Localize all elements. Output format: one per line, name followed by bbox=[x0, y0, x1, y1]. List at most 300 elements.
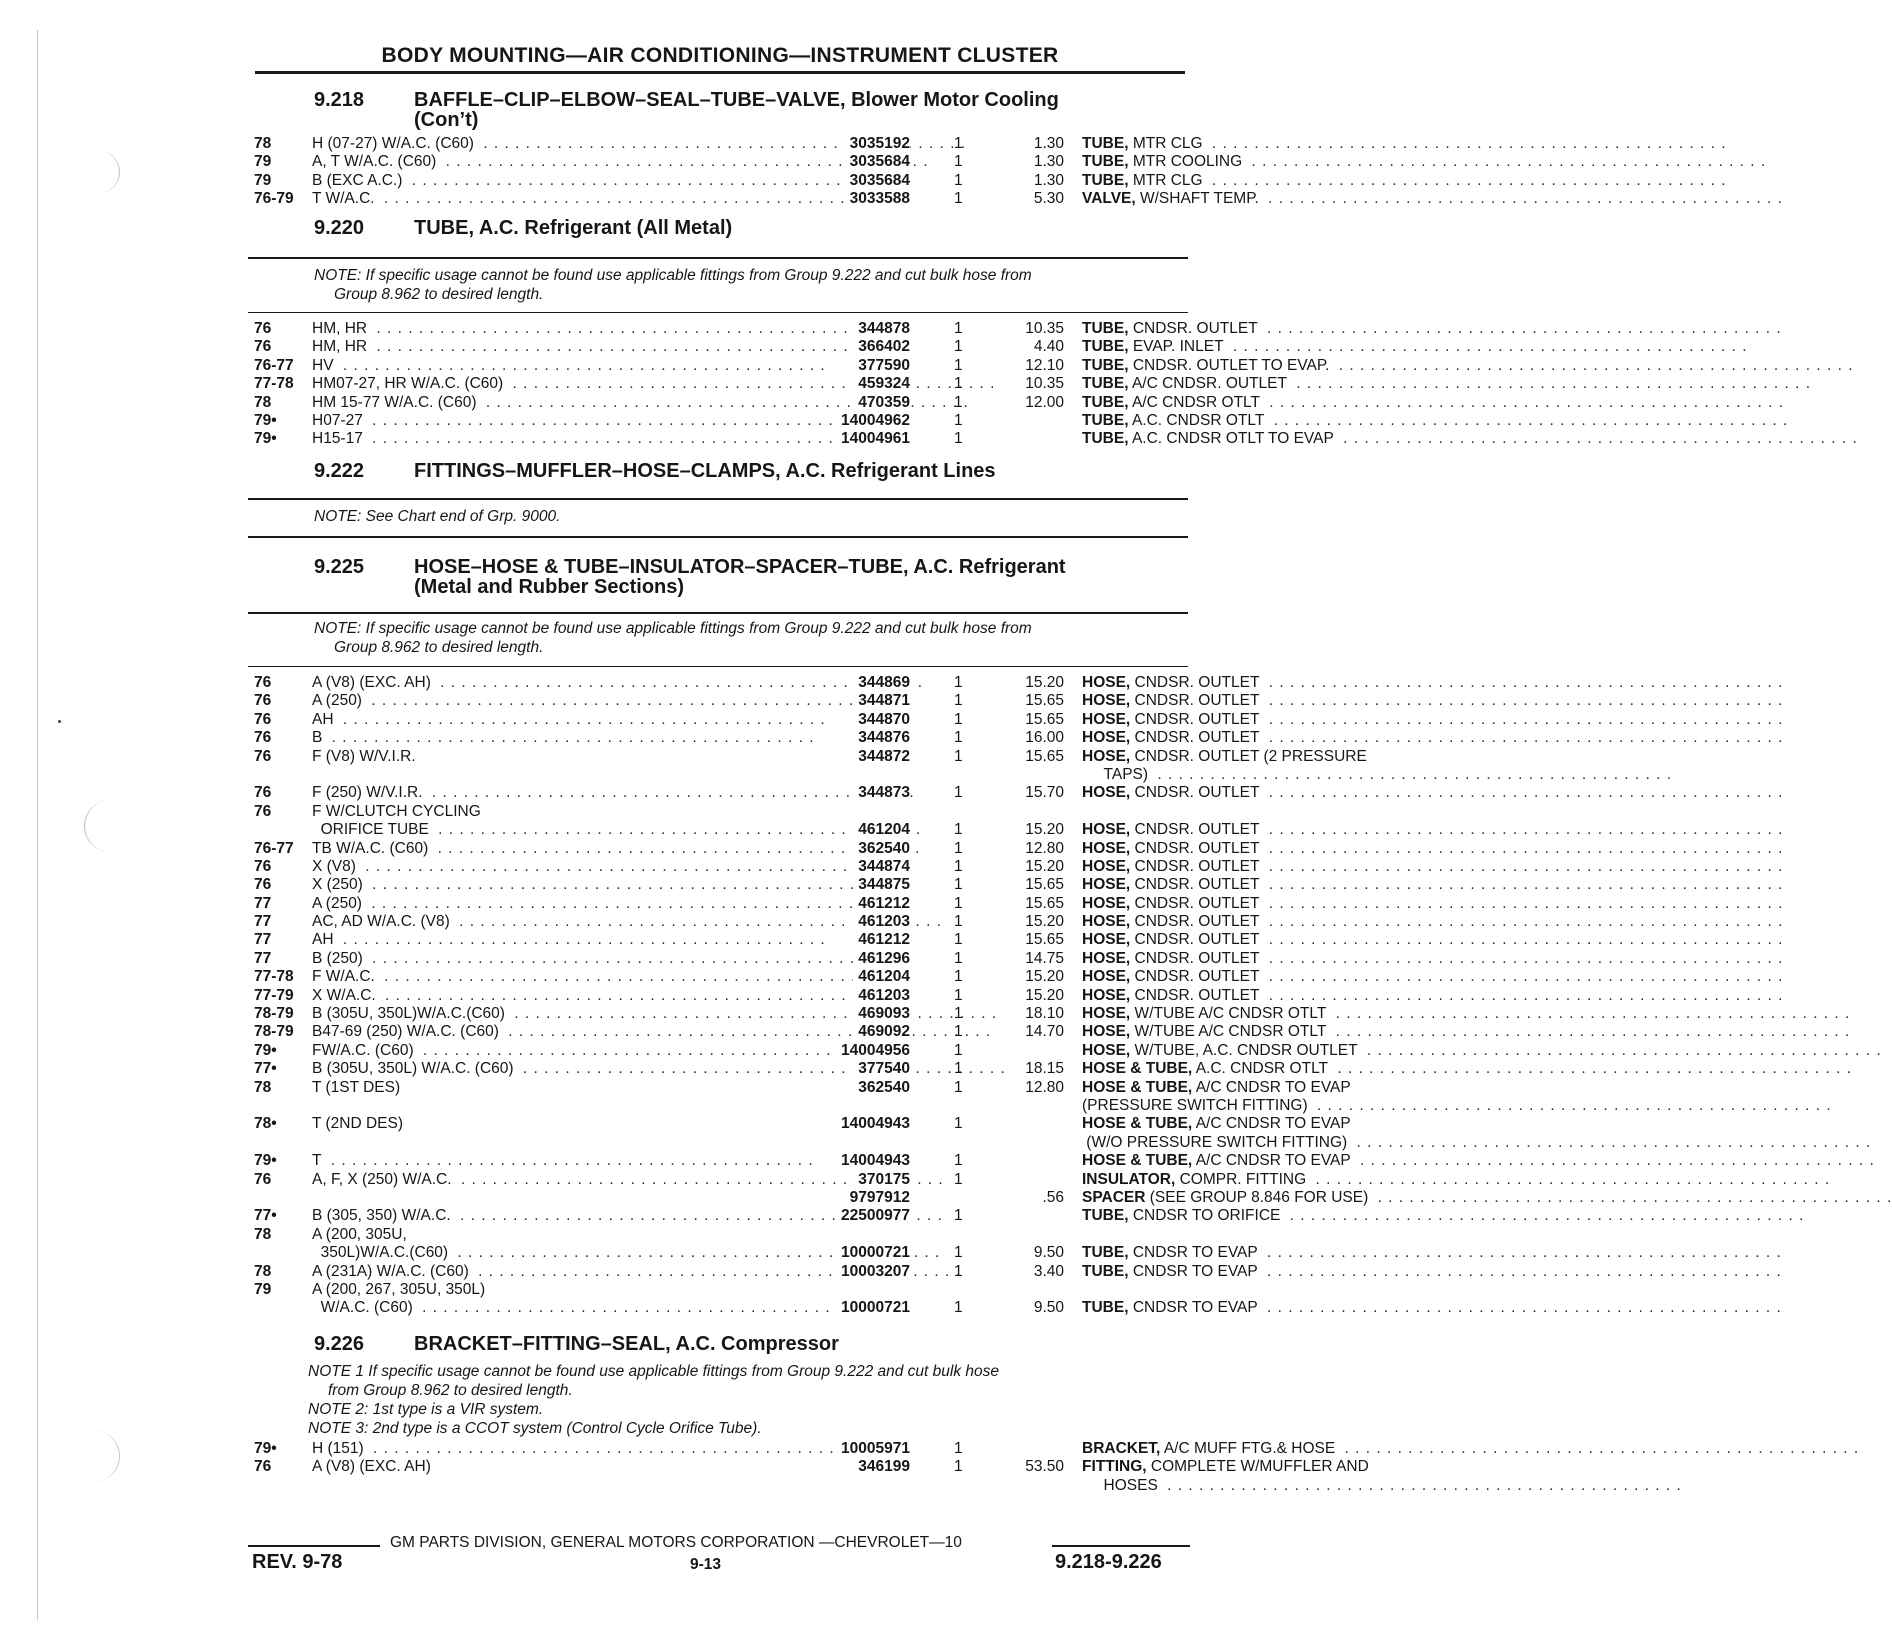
part-name-text: W/TUBE A/C CNDSR OTLT bbox=[1135, 1023, 1331, 1040]
quantity: 1 bbox=[954, 1207, 963, 1225]
table-row bbox=[254, 803, 1194, 821]
note-line: NOTE 1 If specific usage cannot be found use applicable fittings from Group 9.222 and cut bulk hose bbox=[308, 1363, 1000, 1380]
note-9-226 bbox=[308, 1362, 999, 1438]
part-number bbox=[680, 338, 910, 356]
model-year: 76 bbox=[254, 710, 272, 728]
part-number bbox=[680, 1244, 910, 1262]
usage-text: B (305U, 350L)W/A.C.(C60) bbox=[312, 1005, 509, 1022]
part-name-keyword: HOSE & TUBE, bbox=[1082, 1152, 1193, 1170]
group-range: 9.218-9.226 bbox=[1055, 1551, 1162, 1573]
model-year: 77• bbox=[254, 1207, 277, 1225]
quantity: 1 bbox=[954, 190, 963, 208]
part-name-keyword: HOSE, bbox=[1082, 876, 1131, 894]
part-number bbox=[680, 711, 910, 729]
part-number bbox=[680, 674, 910, 692]
usage-description bbox=[312, 1477, 832, 1495]
model-year: 79• bbox=[254, 1152, 277, 1170]
part-name bbox=[1082, 913, 1450, 931]
part-number bbox=[680, 1299, 910, 1317]
quantity: 1 bbox=[954, 747, 963, 765]
note-line: NOTE: If specific usage cannot be found use applicable fittings from Group 9.222 and cut bulk hose from bbox=[314, 620, 1032, 637]
note-line: NOTE 3: 2nd type is a CCOT system (Control Cycle Orifice Tube). bbox=[308, 1420, 762, 1437]
part-name-keyword: HOSE, bbox=[1082, 784, 1131, 802]
part-number bbox=[680, 357, 910, 375]
binding-edge bbox=[37, 30, 38, 1620]
part-name-text: CNDSR TO EVAP bbox=[1133, 1244, 1262, 1261]
part-number bbox=[680, 784, 910, 802]
usage-text: HM 15-77 W/A.C. (C60) bbox=[312, 394, 481, 411]
part-name-keyword: HOSE, bbox=[1082, 839, 1131, 857]
part-name-text: W/TUBE, A.C. CNDSR OUTLET bbox=[1135, 1042, 1362, 1059]
usage-text: ORIFICE TUBE bbox=[312, 821, 433, 838]
part-name bbox=[1082, 931, 1450, 949]
part-name-keyword: TUBE, bbox=[1082, 320, 1129, 337]
usage-text: B (EXC A.C.) bbox=[312, 172, 406, 189]
usage-text bbox=[312, 1097, 316, 1114]
part-name bbox=[1082, 803, 1450, 821]
part-number bbox=[680, 1005, 910, 1023]
part-name-text bbox=[1082, 803, 1086, 820]
part-name-keyword: HOSE, bbox=[1082, 1023, 1131, 1041]
model-year: 78 bbox=[254, 1225, 272, 1243]
usage-description bbox=[312, 803, 832, 821]
part-name-keyword: TUBE, bbox=[1082, 135, 1129, 152]
part-name-keyword: VALVE, bbox=[1082, 190, 1136, 208]
section-rule bbox=[248, 257, 1188, 259]
table-row bbox=[254, 729, 1260, 747]
quantity: 1 bbox=[954, 1060, 963, 1078]
part-name bbox=[1082, 1281, 1450, 1299]
model-year: 76 bbox=[254, 784, 272, 802]
part-name-text: CNDSR. OUTLET bbox=[1135, 950, 1264, 967]
part-name bbox=[1082, 1060, 1450, 1078]
table-row bbox=[254, 1477, 1194, 1495]
part-number-text: 461204 bbox=[853, 968, 910, 985]
price: 10.35 bbox=[1025, 320, 1064, 337]
part-number-text: 10003207 bbox=[836, 1263, 910, 1280]
part-name-text bbox=[1082, 1281, 1086, 1298]
part-name-text: A/C CNDSR TO EVAP bbox=[1196, 1152, 1355, 1169]
quantity: 1 bbox=[954, 375, 963, 393]
table-row bbox=[254, 1299, 1258, 1317]
model-year: 77 bbox=[254, 894, 272, 912]
model-year: 79 bbox=[254, 171, 272, 189]
quantity: 1 bbox=[954, 1115, 963, 1133]
part-name-text: (SEE GROUP 8.846 FOR USE) bbox=[1150, 1189, 1373, 1206]
part-name-keyword: INSULATOR, bbox=[1082, 1170, 1176, 1188]
table-row bbox=[254, 1115, 1351, 1133]
model-year: 79 bbox=[254, 153, 272, 171]
part-number-text: 344872 bbox=[853, 748, 910, 765]
part-name-keyword: TUBE, bbox=[1082, 1299, 1129, 1317]
part-name bbox=[1082, 784, 1450, 802]
part-number-text: 3035684 bbox=[845, 153, 910, 170]
part-name bbox=[1082, 968, 1450, 986]
parts-table-9-225 bbox=[254, 674, 1369, 1318]
price: 12.10 bbox=[1025, 356, 1064, 374]
model-year: 77• bbox=[254, 1060, 277, 1078]
price: 18.15 bbox=[1025, 1060, 1064, 1078]
price: 15.65 bbox=[1025, 692, 1064, 710]
model-year: 77-78 bbox=[254, 968, 294, 986]
table-row bbox=[254, 1060, 1329, 1078]
part-name-keyword: HOSE & TUBE, bbox=[1082, 1060, 1193, 1078]
usage-text: X (V8) bbox=[312, 858, 360, 875]
quantity: 1 bbox=[954, 931, 963, 949]
parts-table-9-226 bbox=[254, 1440, 1369, 1495]
table-row bbox=[254, 674, 1260, 692]
usage-description bbox=[312, 1281, 832, 1299]
price: 15.65 bbox=[1025, 894, 1064, 912]
model-year: 76 bbox=[254, 320, 272, 337]
parts-table-9-218 bbox=[254, 135, 1259, 209]
part-name bbox=[1082, 153, 1450, 171]
table-row bbox=[254, 1170, 1307, 1189]
part-number bbox=[680, 968, 910, 986]
table-row bbox=[254, 692, 1260, 710]
part-name-keyword: HOSE, bbox=[1082, 857, 1131, 875]
part-name bbox=[1082, 1042, 1450, 1060]
quantity: 1 bbox=[954, 674, 963, 691]
part-number bbox=[680, 1115, 910, 1133]
section-rule bbox=[248, 498, 1188, 500]
usage-text: F (V8) W/V.I.R. bbox=[312, 748, 420, 765]
part-name-text: CNDSR TO EVAP bbox=[1133, 1299, 1262, 1316]
part-name bbox=[1082, 1207, 1450, 1225]
usage-text: A (V8) (EXC. AH) bbox=[312, 674, 435, 691]
part-number-text: 469092 bbox=[853, 1023, 910, 1040]
table-row bbox=[254, 766, 1194, 784]
table-row bbox=[254, 1226, 1194, 1244]
part-number bbox=[680, 840, 910, 858]
part-name-text: TAPS) bbox=[1082, 766, 1152, 783]
part-name-text: CNDSR. OUTLET bbox=[1135, 968, 1264, 985]
quantity: 1 bbox=[954, 411, 963, 429]
quantity: 1 bbox=[954, 839, 963, 857]
usage-text: F W/A.C. bbox=[312, 968, 379, 985]
part-number-text: 377590 bbox=[853, 357, 910, 374]
price: 3.40 bbox=[1033, 1262, 1064, 1280]
part-number-text: 344874 bbox=[853, 858, 910, 875]
part-name-keyword: BRACKET, bbox=[1082, 1440, 1161, 1457]
part-name bbox=[1082, 375, 1450, 393]
part-name bbox=[1082, 1171, 1450, 1189]
model-year: 79• bbox=[254, 1440, 277, 1457]
part-name bbox=[1082, 858, 1450, 876]
part-name bbox=[1082, 1134, 1450, 1152]
price: 15.65 bbox=[1025, 931, 1064, 949]
price: 9.50 bbox=[1033, 1299, 1064, 1317]
part-name-text: CNDSR. OUTLET bbox=[1135, 876, 1264, 893]
model-year: 76-77 bbox=[254, 839, 294, 857]
parts-table-9-220 bbox=[254, 320, 1334, 449]
table-row bbox=[254, 153, 1243, 171]
part-number bbox=[680, 729, 910, 747]
part-number bbox=[680, 412, 910, 430]
part-name bbox=[1082, 840, 1450, 858]
table-row bbox=[254, 1152, 1351, 1170]
section-number: 9.225 bbox=[314, 556, 365, 578]
table-row bbox=[254, 338, 1224, 356]
part-name bbox=[1082, 172, 1450, 190]
part-number-text: 14004961 bbox=[836, 430, 910, 447]
table-row bbox=[254, 190, 1259, 208]
part-name bbox=[1082, 674, 1450, 692]
quantity: 1 bbox=[954, 821, 963, 839]
part-number bbox=[680, 987, 910, 1005]
part-number bbox=[680, 931, 910, 949]
part-number bbox=[680, 692, 910, 710]
part-number-text: 362540 bbox=[853, 1079, 910, 1096]
part-name bbox=[1082, 1115, 1450, 1133]
part-number-text: 344871 bbox=[853, 692, 910, 709]
part-name bbox=[1082, 692, 1450, 710]
usage-text bbox=[312, 1189, 316, 1206]
page-number: 9-13 bbox=[690, 1556, 722, 1573]
table-row bbox=[254, 1244, 1258, 1262]
usage-text: FW/A.C. (C60) bbox=[312, 1042, 418, 1059]
quantity: 1 bbox=[954, 356, 963, 374]
part-name bbox=[1082, 1263, 1450, 1281]
quantity: 1 bbox=[954, 1152, 963, 1170]
part-name bbox=[1082, 729, 1450, 747]
part-name-text bbox=[1082, 1226, 1086, 1243]
part-number-text: 14004943 bbox=[836, 1152, 910, 1169]
note-line: NOTE: See Chart end of Grp. 9000. bbox=[314, 508, 561, 525]
quantity: 1 bbox=[954, 876, 963, 894]
price: 15.20 bbox=[1025, 913, 1064, 931]
part-name bbox=[1082, 950, 1450, 968]
part-name-keyword: TUBE, bbox=[1082, 338, 1129, 356]
part-name bbox=[1082, 1299, 1450, 1317]
usage-text: T W/A.C. bbox=[312, 190, 379, 207]
part-number-text: 22500977 bbox=[836, 1207, 910, 1224]
price: 5.30 bbox=[1033, 190, 1064, 208]
model-year: 76 bbox=[254, 338, 272, 356]
part-number-text: 459324 bbox=[853, 375, 910, 392]
part-name-keyword: HOSE, bbox=[1082, 968, 1131, 986]
part-name-text: CNDSR. OUTLET bbox=[1135, 692, 1264, 709]
part-name-text: CNDSR. OUTLET bbox=[1135, 931, 1264, 948]
model-year: 77-78 bbox=[254, 375, 294, 393]
table-row bbox=[254, 1041, 1358, 1060]
table-row bbox=[254, 1440, 1336, 1458]
price: 15.20 bbox=[1025, 968, 1064, 986]
usage-text: F (250) W/V.I.R. bbox=[312, 784, 427, 801]
part-number-text: 461203 bbox=[853, 987, 910, 1004]
quantity: 1 bbox=[954, 894, 963, 912]
part-number-text: 461203 bbox=[853, 913, 910, 930]
quantity: 1 bbox=[954, 913, 963, 931]
note-line: Group 8.962 to desired length. bbox=[334, 639, 544, 656]
usage-text: A (200, 305U, bbox=[312, 1226, 411, 1243]
quantity: 1 bbox=[954, 153, 963, 171]
part-name-text: CNDSR TO EVAP bbox=[1133, 1263, 1262, 1280]
table-row bbox=[254, 320, 1258, 338]
usage-text: X (250) bbox=[312, 876, 367, 893]
usage-text bbox=[312, 766, 316, 783]
part-name bbox=[1082, 1189, 1450, 1207]
part-name-text: HOSES bbox=[1082, 1477, 1162, 1494]
part-name-text: CNDSR. OUTLET bbox=[1135, 674, 1264, 691]
table-row bbox=[254, 1188, 1369, 1207]
model-year: 77 bbox=[254, 949, 272, 967]
price: 12.80 bbox=[1025, 839, 1064, 857]
price: .56 bbox=[1042, 1188, 1064, 1206]
part-name-keyword: HOSE, bbox=[1082, 1041, 1131, 1059]
note-rule bbox=[248, 312, 1188, 313]
price: 15.20 bbox=[1025, 821, 1064, 839]
part-number bbox=[680, 172, 910, 190]
part-number-text: 344873 bbox=[853, 784, 910, 801]
quantity: 1 bbox=[954, 1244, 963, 1262]
part-name bbox=[1082, 338, 1450, 356]
part-name bbox=[1082, 357, 1450, 375]
revision-label: REV. 9-78 bbox=[252, 1551, 343, 1573]
quantity: 1 bbox=[954, 1170, 963, 1188]
part-name-keyword: TUBE, bbox=[1082, 171, 1129, 189]
part-name-text: CNDSR. OUTLET bbox=[1135, 858, 1264, 875]
quantity: 1 bbox=[954, 135, 963, 152]
table-row bbox=[254, 894, 1260, 913]
part-name-keyword: HOSE, bbox=[1082, 1005, 1131, 1023]
part-name-keyword: TUBE, bbox=[1082, 393, 1129, 411]
section-number: 9.220 bbox=[314, 217, 365, 239]
model-year: 76 bbox=[254, 747, 272, 765]
table-row bbox=[254, 356, 1330, 375]
part-name-text: A.C. CNDSR OTLT bbox=[1132, 412, 1268, 429]
part-name bbox=[1082, 1152, 1450, 1170]
part-number bbox=[680, 1171, 910, 1189]
quantity: 1 bbox=[954, 1262, 963, 1280]
part-number bbox=[680, 1207, 910, 1225]
part-number-text: 344869 bbox=[853, 674, 910, 691]
price: 15.70 bbox=[1025, 784, 1064, 802]
part-name-text: (W/O PRESSURE SWITCH FITTING) bbox=[1082, 1134, 1351, 1151]
table-row bbox=[254, 411, 1265, 430]
part-number bbox=[680, 1042, 910, 1060]
part-number-text: 344878 bbox=[853, 320, 910, 337]
part-name-keyword: TUBE, bbox=[1082, 153, 1129, 171]
part-name bbox=[1082, 430, 1450, 448]
usage-text: A, F, X (250) W/A.C. bbox=[312, 1171, 456, 1188]
part-name bbox=[1082, 320, 1450, 338]
part-name-text: W/TUBE A/C CNDSR OTLT bbox=[1135, 1005, 1331, 1022]
section-title-continued: (Con’t) bbox=[414, 109, 479, 131]
scan-speck bbox=[58, 720, 61, 723]
quantity: 1 bbox=[954, 320, 963, 337]
part-name-text: MTR CLG bbox=[1133, 172, 1207, 189]
part-name bbox=[1082, 711, 1450, 729]
part-name-text: CNDSR. OUTLET TO EVAP. bbox=[1133, 357, 1334, 374]
quantity: 1 bbox=[954, 784, 963, 802]
model-year: 76 bbox=[254, 1170, 272, 1188]
usage-text: H (07-27) W/A.C. (C60) bbox=[312, 135, 478, 152]
usage-text: H07-27 bbox=[312, 412, 367, 429]
model-year: 76 bbox=[254, 1458, 272, 1476]
usage-text bbox=[312, 1134, 316, 1151]
part-name-keyword: HOSE, bbox=[1082, 747, 1131, 765]
part-name bbox=[1082, 748, 1450, 766]
usage-description bbox=[312, 1097, 832, 1115]
part-number bbox=[680, 153, 910, 171]
usage-text: 350L)W/A.C.(C60) bbox=[312, 1244, 452, 1261]
model-year: 78 bbox=[254, 393, 272, 411]
part-name-text: A/C CNDSR TO EVAP bbox=[1196, 1079, 1355, 1096]
part-number-text: 366402 bbox=[853, 338, 910, 355]
part-number bbox=[680, 190, 910, 208]
usage-text bbox=[312, 1477, 316, 1494]
model-year: 76 bbox=[254, 692, 272, 710]
part-name-text: COMPR. FITTING bbox=[1180, 1171, 1311, 1188]
part-name-keyword: TUBE, bbox=[1082, 411, 1129, 429]
quantity: 1 bbox=[954, 986, 963, 1004]
part-name bbox=[1082, 821, 1450, 839]
quantity: 1 bbox=[954, 393, 963, 411]
section-rule bbox=[248, 536, 1188, 538]
part-name-keyword: TUBE, bbox=[1082, 356, 1129, 374]
quantity: 1 bbox=[954, 430, 963, 448]
part-number bbox=[680, 876, 910, 894]
part-number-text: 461296 bbox=[853, 950, 910, 967]
table-row bbox=[254, 876, 1260, 894]
table-row bbox=[254, 747, 1367, 766]
table-row bbox=[254, 1133, 1348, 1152]
part-number bbox=[680, 1458, 910, 1476]
quantity: 1 bbox=[954, 710, 963, 728]
part-name-text: CNDSR TO ORIFICE bbox=[1133, 1207, 1285, 1224]
part-number bbox=[680, 950, 910, 968]
note-rule bbox=[248, 666, 1188, 667]
punch-hole-mark bbox=[74, 150, 120, 194]
part-name-keyword: HOSE, bbox=[1082, 913, 1131, 931]
usage-text: HM, HR bbox=[312, 338, 371, 355]
usage-text: A (V8) (EXC. AH) bbox=[312, 1458, 435, 1475]
model-year: 78-79 bbox=[254, 1005, 294, 1023]
price: 15.20 bbox=[1025, 857, 1064, 875]
part-number bbox=[680, 394, 910, 412]
part-name-text: CNDSR. OUTLET bbox=[1135, 821, 1264, 838]
table-row bbox=[254, 1023, 1327, 1041]
part-number-text: 461204 bbox=[853, 821, 910, 838]
price: 14.70 bbox=[1025, 1023, 1064, 1041]
part-name-keyword: FITTING, bbox=[1082, 1458, 1147, 1476]
part-number bbox=[680, 1152, 910, 1170]
quantity: 1 bbox=[954, 338, 963, 356]
part-name-text: MTR COOLING bbox=[1133, 153, 1246, 170]
part-number-text: 3035684 bbox=[845, 172, 910, 189]
part-name-keyword: HOSE, bbox=[1082, 692, 1131, 710]
part-name-keyword: TUBE, bbox=[1082, 1244, 1129, 1262]
price: 9.50 bbox=[1033, 1244, 1064, 1262]
part-number bbox=[680, 1023, 910, 1041]
part-number-text: 362540 bbox=[853, 840, 910, 857]
usage-text: HM, HR bbox=[312, 320, 371, 337]
model-year: 77 bbox=[254, 931, 272, 949]
part-number-text: 10005971 bbox=[836, 1440, 910, 1457]
part-number bbox=[680, 1189, 910, 1207]
part-name-text: EVAP. INLET bbox=[1133, 338, 1228, 355]
part-name-text: CNDSR. OUTLET bbox=[1135, 987, 1264, 1004]
part-name bbox=[1082, 412, 1450, 430]
quantity: 1 bbox=[954, 968, 963, 986]
quantity: 1 bbox=[954, 1458, 963, 1476]
usage-text: A (231A) W/A.C. (C60) bbox=[312, 1263, 473, 1280]
table-row bbox=[254, 968, 1260, 986]
price: 14.75 bbox=[1025, 949, 1064, 967]
part-name-keyword: HOSE, bbox=[1082, 894, 1131, 912]
price: 12.80 bbox=[1025, 1078, 1064, 1096]
